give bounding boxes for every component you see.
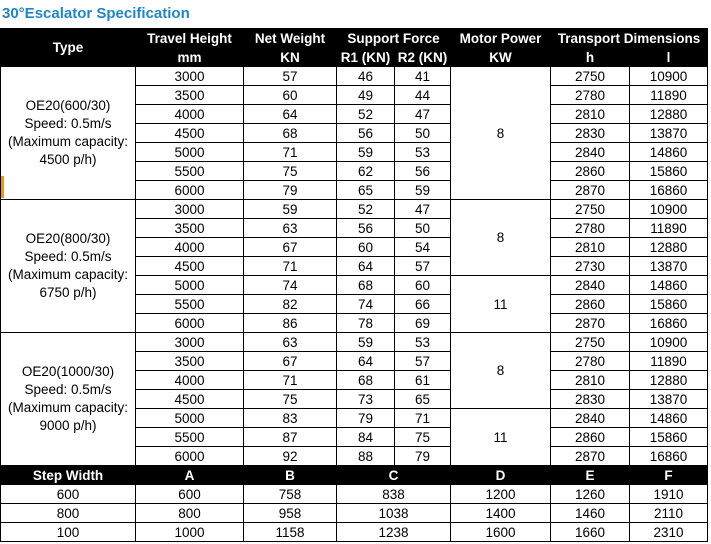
r1-cell: 78 bbox=[337, 314, 395, 333]
transport-h-cell: 2810 bbox=[551, 371, 630, 390]
travel-height-cell: 5000 bbox=[136, 143, 244, 162]
r2-cell: 53 bbox=[395, 143, 451, 162]
transport-h-cell: 2830 bbox=[551, 124, 630, 143]
r1-cell: 84 bbox=[337, 428, 395, 447]
dimensions-header-cell: A bbox=[136, 466, 244, 485]
travel-height-cell: 3000 bbox=[136, 333, 244, 352]
dimensions-row bbox=[1, 504, 708, 523]
transport-h-cell: 2780 bbox=[551, 219, 630, 238]
r1-cell: 49 bbox=[337, 86, 395, 105]
dimensions-cell: 100 bbox=[1, 523, 136, 542]
type-line: Speed: 0.5m/s bbox=[24, 249, 112, 264]
r2-cell: 57 bbox=[395, 257, 451, 276]
r2-cell: 69 bbox=[395, 314, 451, 333]
transport-h-cell: 2870 bbox=[551, 181, 630, 200]
travel-height-cell: 6000 bbox=[136, 447, 244, 466]
r1-cell: 56 bbox=[337, 219, 395, 238]
travel-height-cell: 5500 bbox=[136, 162, 244, 181]
r2-cell: 53 bbox=[395, 333, 451, 352]
r2-cell: 50 bbox=[395, 219, 451, 238]
r2-cell: 56 bbox=[395, 162, 451, 181]
r2-cell: 71 bbox=[395, 409, 451, 428]
dimensions-cell: 1660 bbox=[551, 523, 630, 542]
transport-h-cell: 2870 bbox=[551, 447, 630, 466]
header-net-weight: Net Weight bbox=[244, 29, 337, 48]
dimensions-cell: 600 bbox=[1, 485, 136, 504]
dimensions-header-cell: E bbox=[551, 466, 630, 485]
motor-power-cell: 8 bbox=[451, 67, 551, 200]
dimensions-header-cell: B bbox=[244, 466, 337, 485]
transport-l-cell: 14860 bbox=[630, 276, 708, 295]
travel-height-cell: 4000 bbox=[136, 238, 244, 257]
header-travel-height-unit: mm bbox=[136, 48, 244, 67]
dimensions-cell: 758 bbox=[244, 485, 337, 504]
net-weight-cell: 86 bbox=[244, 314, 337, 333]
dimensions-cell: 1200 bbox=[451, 485, 551, 504]
transport-h-cell: 2860 bbox=[551, 428, 630, 447]
r1-cell: 68 bbox=[337, 371, 395, 390]
transport-l-cell: 12880 bbox=[630, 371, 708, 390]
net-weight-cell: 67 bbox=[244, 352, 337, 371]
dimensions-cell: 838 bbox=[337, 485, 451, 504]
transport-l-cell: 14860 bbox=[630, 143, 708, 162]
transport-l-cell: 16860 bbox=[630, 314, 708, 333]
dimensions-cell: 1158 bbox=[244, 523, 337, 542]
r1-cell: 74 bbox=[337, 295, 395, 314]
r2-cell: 60 bbox=[395, 276, 451, 295]
type-cell bbox=[1, 200, 136, 333]
travel-height-cell: 4000 bbox=[136, 371, 244, 390]
motor-power-cell: 11 bbox=[451, 409, 551, 466]
r1-cell: 64 bbox=[337, 257, 395, 276]
transport-h-cell: 2840 bbox=[551, 409, 630, 428]
header-motor-power-unit: KW bbox=[451, 48, 551, 67]
type-line: Speed: 0.5m/s bbox=[24, 382, 112, 397]
r1-cell: 60 bbox=[337, 238, 395, 257]
type-line: 4500 p/h) bbox=[39, 152, 97, 167]
dimensions-header-cell: C bbox=[337, 466, 451, 485]
transport-l-cell: 14860 bbox=[630, 409, 708, 428]
dimensions-cell: 800 bbox=[136, 504, 244, 523]
r2-cell: 75 bbox=[395, 428, 451, 447]
travel-height-cell: 5500 bbox=[136, 295, 244, 314]
transport-h-cell: 2860 bbox=[551, 295, 630, 314]
travel-height-cell: 4500 bbox=[136, 257, 244, 276]
transport-h-cell: 2730 bbox=[551, 257, 630, 276]
net-weight-cell: 68 bbox=[244, 124, 337, 143]
travel-height-cell: 6000 bbox=[136, 314, 244, 333]
header-net-weight-unit: KN bbox=[244, 48, 337, 67]
net-weight-cell: 74 bbox=[244, 276, 337, 295]
net-weight-cell: 71 bbox=[244, 143, 337, 162]
type-line: OE20(1000/30) bbox=[21, 364, 115, 379]
travel-height-cell: 3500 bbox=[136, 219, 244, 238]
transport-h-cell: 2840 bbox=[551, 143, 630, 162]
transport-h-cell: 2750 bbox=[551, 200, 630, 219]
dimensions-cell: 1260 bbox=[551, 485, 630, 504]
transport-l-cell: 11890 bbox=[630, 352, 708, 371]
transport-l-cell: 15860 bbox=[630, 295, 708, 314]
header-h: h bbox=[551, 48, 630, 67]
transport-l-cell: 11890 bbox=[630, 86, 708, 105]
net-weight-cell: 87 bbox=[244, 428, 337, 447]
header-travel-height: Travel Height bbox=[136, 29, 244, 48]
transport-l-cell: 12880 bbox=[630, 105, 708, 124]
table-row bbox=[1, 200, 708, 219]
dimensions-cell: 1038 bbox=[337, 504, 451, 523]
net-weight-cell: 83 bbox=[244, 409, 337, 428]
travel-height-cell: 4000 bbox=[136, 105, 244, 124]
dimensions-cell: 1460 bbox=[551, 504, 630, 523]
transport-l-cell: 12880 bbox=[630, 238, 708, 257]
type-line: OE20(800/30) bbox=[25, 231, 111, 246]
r2-cell: 54 bbox=[395, 238, 451, 257]
r1-cell: 73 bbox=[337, 390, 395, 409]
header-r1: R1 (KN) bbox=[337, 48, 395, 67]
r1-cell: 62 bbox=[337, 162, 395, 181]
net-weight-cell: 79 bbox=[244, 181, 337, 200]
r2-cell: 47 bbox=[395, 200, 451, 219]
r2-cell: 65 bbox=[395, 390, 451, 409]
transport-l-cell: 10900 bbox=[630, 67, 708, 86]
dimensions-cell: 1000 bbox=[136, 523, 244, 542]
transport-h-cell: 2870 bbox=[551, 314, 630, 333]
r1-cell: 52 bbox=[337, 200, 395, 219]
transport-h-cell: 2810 bbox=[551, 238, 630, 257]
dimensions-cell: 1238 bbox=[337, 523, 451, 542]
r1-cell: 59 bbox=[337, 333, 395, 352]
transport-l-cell: 15860 bbox=[630, 428, 708, 447]
motor-power-cell: 11 bbox=[451, 276, 551, 333]
r1-cell: 79 bbox=[337, 409, 395, 428]
travel-height-cell: 3500 bbox=[136, 86, 244, 105]
net-weight-cell: 63 bbox=[244, 219, 337, 238]
net-weight-cell: 75 bbox=[244, 390, 337, 409]
net-weight-cell: 71 bbox=[244, 257, 337, 276]
r1-cell: 64 bbox=[337, 352, 395, 371]
dimensions-header-cell: F bbox=[630, 466, 708, 485]
transport-h-cell: 2840 bbox=[551, 276, 630, 295]
dimensions-header-cell: Step Width bbox=[1, 466, 136, 485]
r2-cell: 66 bbox=[395, 295, 451, 314]
travel-height-cell: 3000 bbox=[136, 67, 244, 86]
transport-l-cell: 16860 bbox=[630, 181, 708, 200]
net-weight-cell: 92 bbox=[244, 447, 337, 466]
table-row bbox=[1, 67, 708, 86]
net-weight-cell: 67 bbox=[244, 238, 337, 257]
travel-height-cell: 5000 bbox=[136, 276, 244, 295]
r2-cell: 41 bbox=[395, 67, 451, 86]
type-line: (Maximum capacity: bbox=[7, 267, 129, 282]
transport-h-cell: 2750 bbox=[551, 333, 630, 352]
dimensions-cell: 2310 bbox=[630, 523, 708, 542]
net-weight-cell: 57 bbox=[244, 67, 337, 86]
type-line: 9000 p/h) bbox=[39, 418, 97, 433]
page-title: 30°Escalator Specification bbox=[2, 5, 190, 22]
transport-l-cell: 11890 bbox=[630, 219, 708, 238]
type-line: OE20(600/30) bbox=[25, 98, 111, 113]
dimensions-cell: 600 bbox=[136, 485, 244, 504]
transport-l-cell: 15860 bbox=[630, 162, 708, 181]
dimensions-cell: 800 bbox=[1, 504, 136, 523]
r2-cell: 61 bbox=[395, 371, 451, 390]
dimensions-cell: 1600 bbox=[451, 523, 551, 542]
type-cell bbox=[1, 67, 136, 200]
motor-power-cell: 8 bbox=[451, 333, 551, 409]
transport-l-cell: 13870 bbox=[630, 390, 708, 409]
transport-h-cell: 2780 bbox=[551, 352, 630, 371]
travel-height-cell: 4500 bbox=[136, 124, 244, 143]
transport-l-cell: 13870 bbox=[630, 257, 708, 276]
r1-cell: 88 bbox=[337, 447, 395, 466]
net-weight-cell: 64 bbox=[244, 105, 337, 124]
dimensions-cell: 1400 bbox=[451, 504, 551, 523]
header-motor-power: Motor Power bbox=[451, 29, 551, 48]
transport-l-cell: 13870 bbox=[630, 124, 708, 143]
header-r2: R2 (KN) bbox=[395, 48, 451, 67]
header-type: Type bbox=[1, 29, 136, 67]
r2-cell: 47 bbox=[395, 105, 451, 124]
r1-cell: 68 bbox=[337, 276, 395, 295]
travel-height-cell: 6000 bbox=[136, 181, 244, 200]
dimensions-header-cell: D bbox=[451, 466, 551, 485]
travel-height-cell: 3500 bbox=[136, 352, 244, 371]
dimensions-row bbox=[1, 523, 708, 542]
net-weight-cell: 60 bbox=[244, 86, 337, 105]
r1-cell: 56 bbox=[337, 124, 395, 143]
net-weight-cell: 82 bbox=[244, 295, 337, 314]
net-weight-cell: 75 bbox=[244, 162, 337, 181]
net-weight-cell: 63 bbox=[244, 333, 337, 352]
header-transport-dimensions: Transport Dimensions bbox=[551, 29, 708, 48]
type-line: Speed: 0.5m/s bbox=[24, 116, 112, 131]
r2-cell: 50 bbox=[395, 124, 451, 143]
header-row-1 bbox=[1, 29, 708, 48]
motor-power-cell: 8 bbox=[451, 200, 551, 276]
dimensions-cell: 2110 bbox=[630, 504, 708, 523]
type-line: (Maximum capacity: bbox=[7, 400, 129, 415]
transport-h-cell: 2830 bbox=[551, 390, 630, 409]
transport-l-cell: 10900 bbox=[630, 333, 708, 352]
dimensions-header-row bbox=[1, 466, 708, 485]
net-weight-cell: 59 bbox=[244, 200, 337, 219]
header-support-force: Support Force bbox=[337, 29, 451, 48]
type-cell bbox=[1, 333, 136, 466]
spec-table bbox=[0, 28, 708, 542]
r1-cell: 52 bbox=[337, 105, 395, 124]
dimensions-cell: 1910 bbox=[630, 485, 708, 504]
transport-h-cell: 2780 bbox=[551, 86, 630, 105]
transport-h-cell: 2860 bbox=[551, 162, 630, 181]
table-row bbox=[1, 333, 708, 352]
type-line: 6750 p/h) bbox=[39, 285, 97, 300]
transport-l-cell: 16860 bbox=[630, 447, 708, 466]
travel-height-cell: 5500 bbox=[136, 428, 244, 447]
r1-cell: 59 bbox=[337, 143, 395, 162]
transport-h-cell: 2750 bbox=[551, 67, 630, 86]
r2-cell: 44 bbox=[395, 86, 451, 105]
travel-height-cell: 5000 bbox=[136, 409, 244, 428]
r2-cell: 59 bbox=[395, 181, 451, 200]
r1-cell: 65 bbox=[337, 181, 395, 200]
r2-cell: 57 bbox=[395, 352, 451, 371]
dimensions-cell: 958 bbox=[244, 504, 337, 523]
r2-cell: 79 bbox=[395, 447, 451, 466]
r1-cell: 46 bbox=[337, 67, 395, 86]
travel-height-cell: 3000 bbox=[136, 200, 244, 219]
transport-h-cell: 2810 bbox=[551, 105, 630, 124]
type-line: (Maximum capacity: bbox=[7, 134, 129, 149]
net-weight-cell: 71 bbox=[244, 371, 337, 390]
transport-l-cell: 10900 bbox=[630, 200, 708, 219]
travel-height-cell: 4500 bbox=[136, 390, 244, 409]
dimensions-row bbox=[1, 485, 708, 504]
header-l: l bbox=[630, 48, 708, 67]
